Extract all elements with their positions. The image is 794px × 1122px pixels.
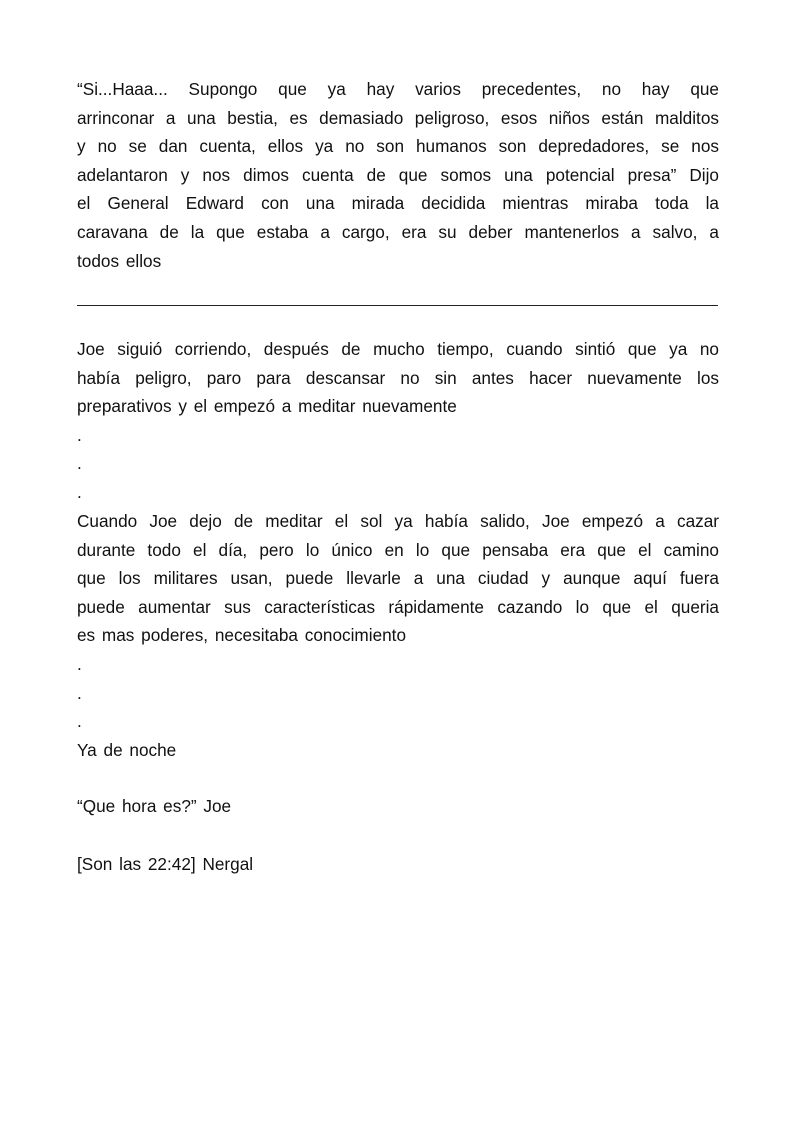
- text-line: todos ellos: [77, 250, 162, 271]
- text-line: caravana de la que estaba a cargo, era su deber mantenerlos a salvo, a: [77, 221, 719, 242]
- text-line: puede aumentar sus características rápidamente cazando lo que el queria: [77, 596, 719, 617]
- night-line: Ya de noche: [77, 739, 177, 760]
- text-line: arrinconar a una bestia, es demasiado peligroso, esos niños están malditos: [77, 107, 719, 128]
- scene-break-dot: .: [77, 481, 82, 502]
- dialogue-joe: “Que hora es?” Joe: [77, 796, 232, 816]
- scene-break-dot: .: [77, 711, 82, 732]
- text-line: preparativos y el empezó a meditar nuevamente: [77, 396, 457, 417]
- text-line: es mas poderes, necesitaba conocimiento: [77, 625, 407, 646]
- horizontal-rule: [77, 305, 718, 306]
- scene-break-dot: .: [77, 653, 82, 674]
- text-line: el General Edward con una mirada decidida mientras miraba toda la: [77, 193, 719, 214]
- paragraph-general-edward: [77, 75, 719, 275]
- text-line: había peligro, paro para descansar no sin antes hacer nuevamente los: [77, 367, 719, 388]
- text-line: Cuando Joe dejo de meditar el sol ya había salido, Joe empezó a cazar: [77, 511, 719, 531]
- paragraph-joe-running: [77, 335, 719, 507]
- dialogue-nergal: [Son las 22:42] Nergal: [77, 854, 254, 874]
- text-line: que los militares usan, puede llevarle a una ciudad y aunque aquí fuera: [77, 568, 719, 589]
- scene-break-dot: .: [77, 453, 82, 474]
- paragraph-joe-hunting: [77, 507, 719, 764]
- text-line: y no se dan cuenta, ellos ya no son humanos son depredadores, se nos: [77, 136, 719, 157]
- scene-break-dot: .: [77, 424, 82, 445]
- text-line: adelantaron y nos dimos cuenta de que somos una potencial presa” Dijo: [77, 164, 719, 185]
- text-line: Joe siguió corriendo, después de mucho tiempo, cuando sintió que ya no: [77, 339, 719, 359]
- scene-break-dot: .: [77, 682, 82, 703]
- text-line: durante todo el día, pero lo único en lo que pensaba era que el camino: [77, 539, 719, 560]
- text-line: “Si...Haaa... Supongo que ya hay varios precedentes, no hay que: [77, 79, 719, 99]
